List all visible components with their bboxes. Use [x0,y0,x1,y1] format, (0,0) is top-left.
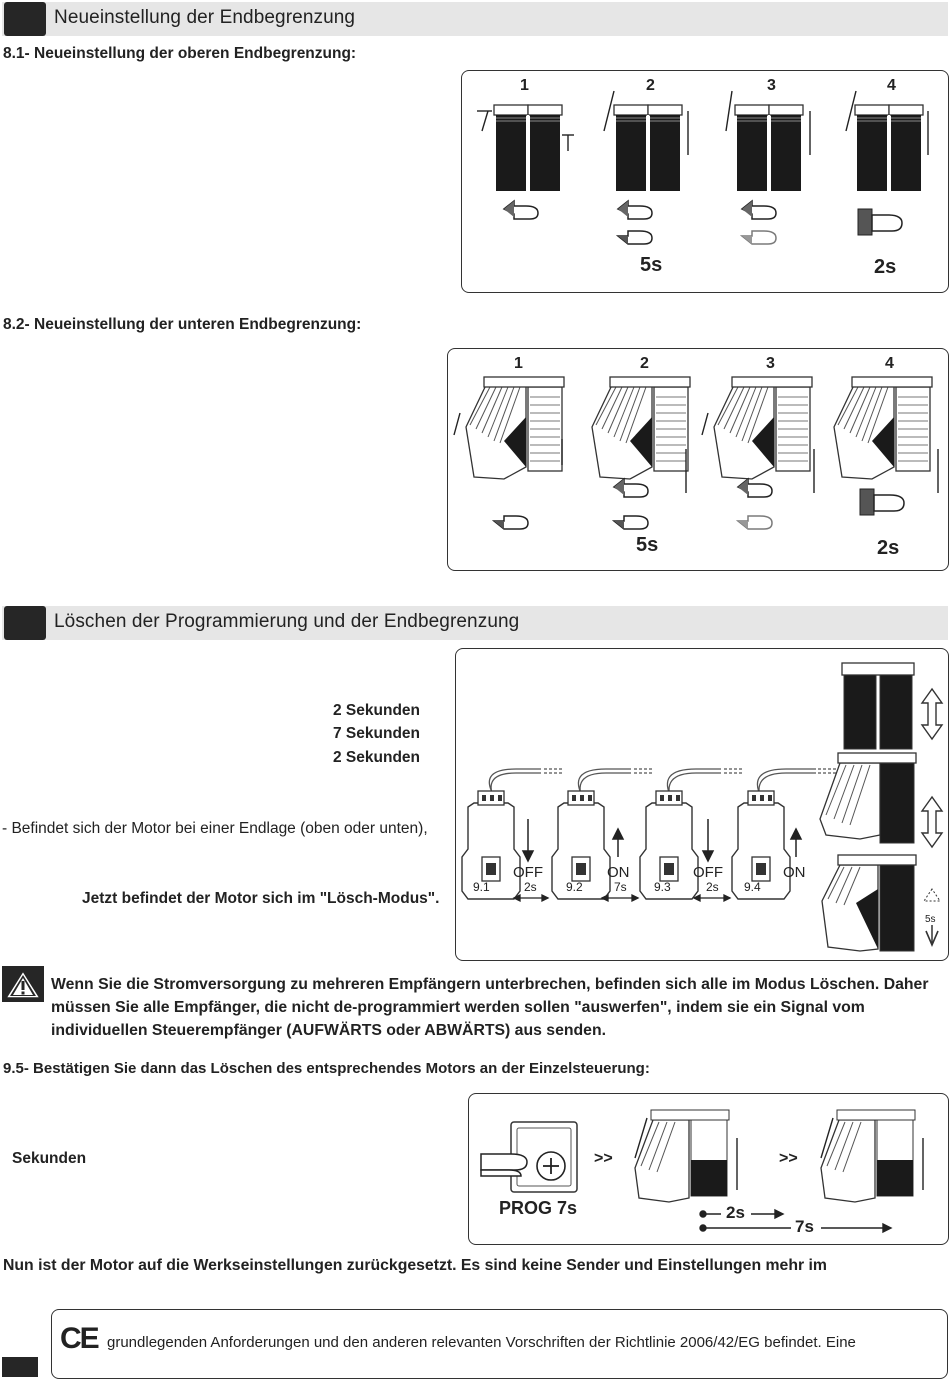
lower-duration-5s: 5s [636,534,659,556]
lower-duration-2s: 2s [877,537,900,559]
switch-step-3: 9.3 [654,880,671,894]
factory-reset-text: Nun ist der Motor auf die Werkseinstellungen zurückgesetzt. Es sind keine Sender und Einstellungen mehr im [3,1257,827,1274]
power-cycle-diagram [455,648,949,961]
switch-state-1: OFF [513,864,543,881]
small-5s-label: 5s [925,914,936,925]
section-number-badge [4,2,46,36]
lower-limit-diagram [447,348,949,571]
switch-time-2: 7s [614,880,627,894]
power-cycle-illustration [456,649,948,960]
upper-limit-diagram [461,70,949,293]
confirm-delete-diagram [468,1093,949,1245]
lower-step-2: 2 [640,355,649,372]
switch-step-2: 9.2 [566,880,583,894]
upper-duration-5s: 5s [640,254,663,276]
ce-declaration-text: grundlegenden Anforderungen und den anderen relevanten Vorschriften der Richtlinie 2006/42/EG befindet. Eine [107,1334,856,1351]
subsection-8-2-heading: 8.2- Neueinstellung der unteren Endbegrenzung: [3,316,362,333]
duration-3: 2 Sekunden [333,749,420,766]
sequence-arrows-2: >> [779,1150,798,1167]
sequence-arrows-1: >> [594,1150,613,1167]
section-number-badge [4,606,46,640]
upper-step-4: 4 [887,77,896,94]
switch-state-4: ON [783,864,806,881]
prog-7s-label: PROG 7s [499,1198,578,1218]
upper-step-3: 3 [767,77,776,94]
subsection-9-5-heading: 9.5- Bestätigen Sie dann das Löschen des entsprechendes Motors an der Einzelsteuerung: [3,1060,650,1077]
warning-icon [2,966,44,1002]
ce-mark: CE [60,1322,98,1355]
seconds-label: Sekunden [12,1150,87,1167]
upper-step-2: 2 [646,77,655,94]
upper-duration-2s: 2s [874,256,897,278]
page-number-tab [2,1357,38,1377]
timeline-7s: 7s [795,1217,814,1236]
upper-step-1: 1 [520,77,529,94]
section-9-title: Löschen der Programmierung und der Endbegrenzung [54,611,520,632]
duration-1: 2 Sekunden [333,702,420,719]
motor-end-position-text: - Befindet sich der Motor bei einer Endlage (oben oder unten), [2,820,428,837]
lower-step-1: 1 [514,355,523,372]
switch-step-4: 9.4 [744,880,761,894]
section-8-title: Neueinstellung der Endbegrenzung [54,7,356,28]
switch-time-3: 2s [706,880,719,894]
warning-text: Wenn Sie die Stromversorgung zu mehreren Empfängern unterbrechen, befinden sich alle im Modus Löschen. Daher müssen Sie alle Empfänger, die nicht de-programmiert werden sollen "auswerfen", indem sie ein Signal vom individuellen Steuerempfänger (AUFWÄRTS oder ABWÄRTS) aus senden. [51,976,929,1039]
subsection-8-1-heading: 8.1- Neueinstellung der oberen Endbegrenzung: [3,45,357,62]
lower-limit-illustration [448,349,948,570]
switch-time-1: 2s [524,880,537,894]
switch-step-1: 9.1 [473,880,490,894]
delete-mode-text: Jetzt befindet der Motor sich im "Lösch-Modus". [82,890,440,907]
lower-step-3: 3 [766,355,775,372]
lower-step-4: 4 [885,355,894,372]
timeline-2s: 2s [726,1203,745,1222]
switch-state-2: ON [607,864,630,881]
section-9-header [2,606,948,640]
confirm-delete-illustration [469,1094,948,1244]
duration-2: 7 Sekunden [333,725,420,742]
section-8-header [2,2,948,36]
switch-state-3: OFF [693,864,723,881]
ce-declaration-box [51,1309,948,1379]
